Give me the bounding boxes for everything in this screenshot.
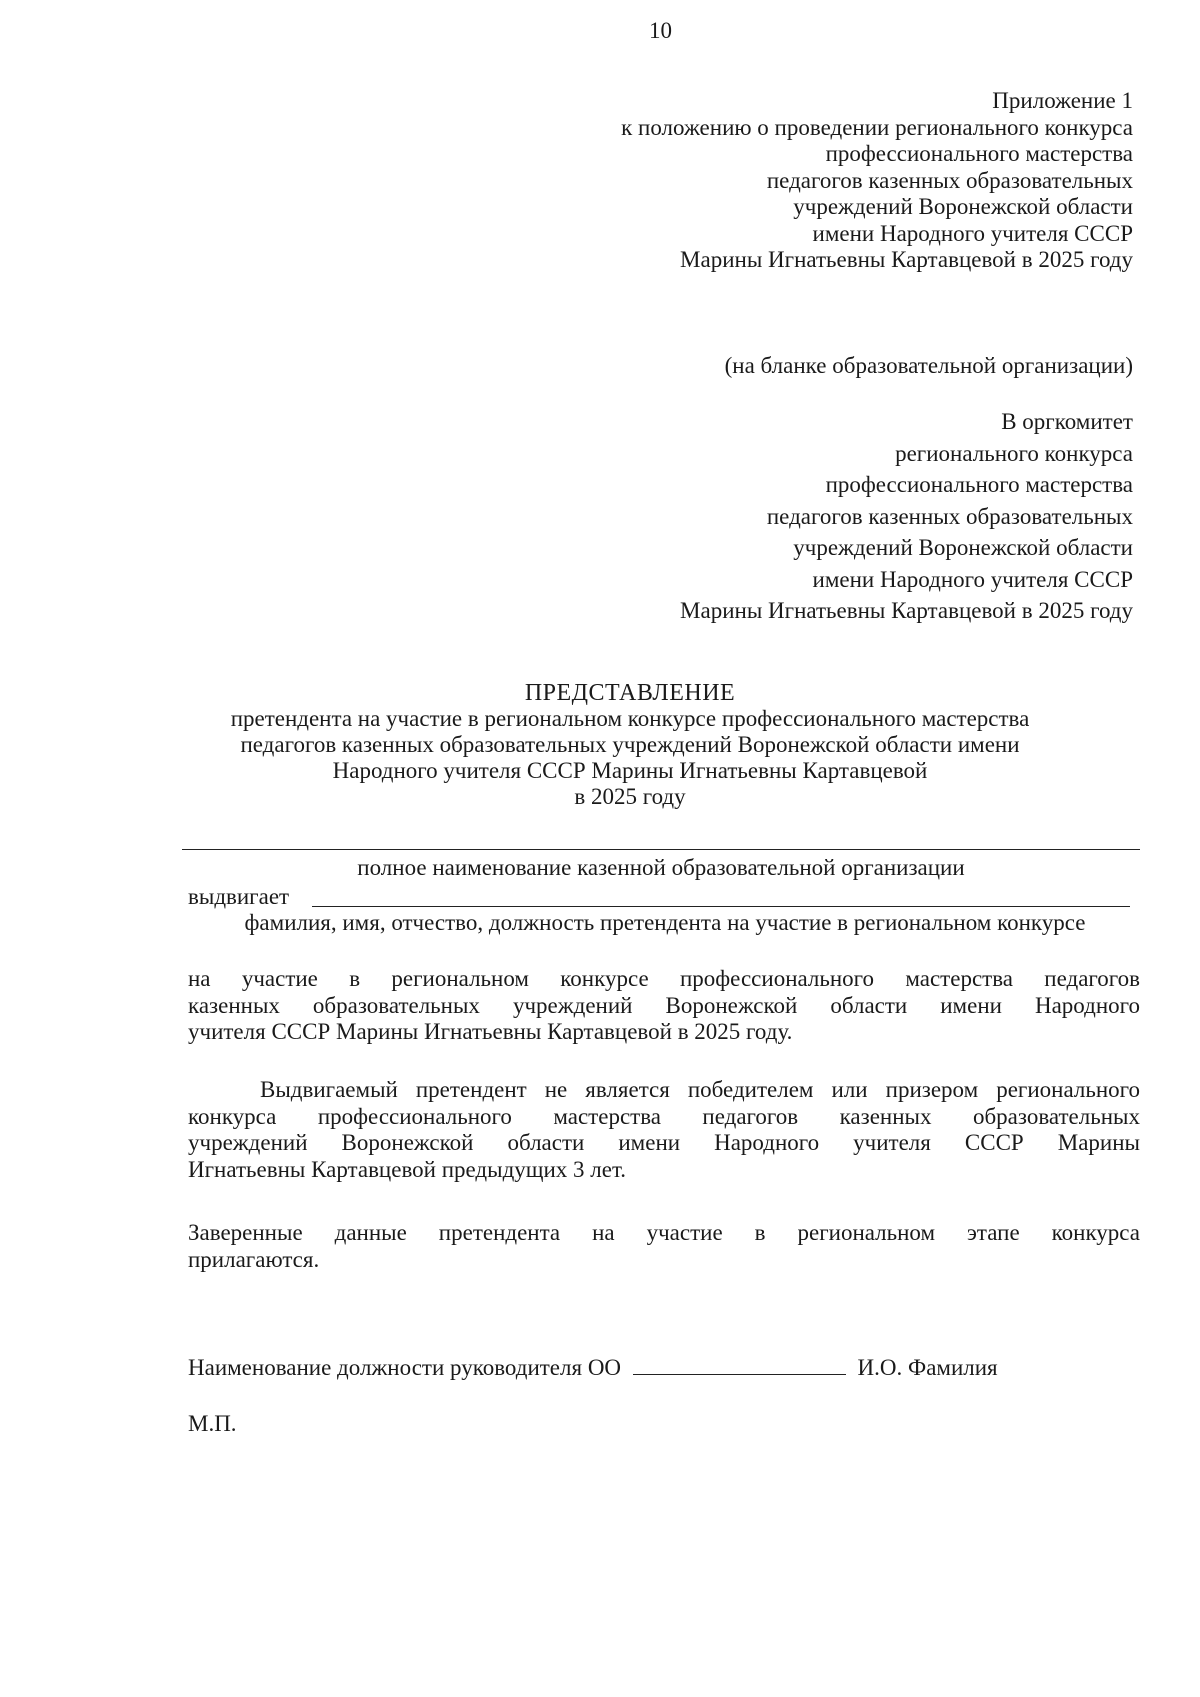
paragraph-line: конкурса профессионального мастерства педагогов казенных образовательных xyxy=(188,1103,1140,1129)
letterhead-note: (на бланке образовательной организации) xyxy=(724,353,1133,378)
document-title-block xyxy=(200,680,1060,810)
paragraph-line: казенных образовательных учреждений Воронежской области имени Народного xyxy=(188,992,1140,1018)
addressee-line: учреждений Воронежской области xyxy=(793,535,1133,560)
appendix-line: к положению о проведении регионального конкурса xyxy=(621,114,1133,140)
appendix-line: имени Народного учителя СССР xyxy=(812,220,1133,246)
addressee-line: В оргкомитет xyxy=(1001,409,1133,434)
title-line: педагогов казенных образовательных учреждений Воронежской области имени xyxy=(240,732,1020,757)
candidate-caption: фамилия, имя, отчество, должность претендента на участие в региональном конкурсе xyxy=(244,910,1086,935)
organization-fill-line xyxy=(182,849,1140,850)
candidate-fill-line xyxy=(312,906,1130,907)
addressee-line: регионального конкурса xyxy=(895,440,1133,466)
paragraph-participation xyxy=(188,966,1140,1046)
addressee-line: имени Народного учителя СССР xyxy=(812,566,1133,592)
signature-row xyxy=(188,1355,998,1381)
paragraph-line: прилагаются. xyxy=(188,1246,320,1272)
title-line: Народного учителя СССР Марины Игнатьевны Картавцевой xyxy=(332,758,928,783)
appendix-line: профессионального мастерства xyxy=(825,141,1133,166)
paragraph-line: Выдвигаемый претендент не является победителем или призером регионального xyxy=(260,1077,1140,1102)
title-line: в 2025 году xyxy=(574,784,686,809)
paragraph-line: Заверенные данные претендента на участие в региональном этапе конкурса xyxy=(188,1220,1140,1245)
paragraph-attachments xyxy=(188,1220,1140,1273)
paragraph-line: на участие в региональном конкурсе профессионального мастерства педагогов xyxy=(188,966,1140,991)
paragraph-line: учителя СССР Марины Игнатьевны Картавцевой в 2025 году. xyxy=(188,1019,793,1044)
appendix-line: Марины Игнатьевны Картавцевой в 2025 году xyxy=(680,247,1133,272)
appendix-header xyxy=(493,88,1133,274)
paragraph-line: Игнатьевны Картавцевой предыдущих 3 лет. xyxy=(188,1156,627,1182)
organization-caption: полное наименование казенной образовательной организации xyxy=(357,855,965,880)
addressee-line: педагогов казенных образовательных xyxy=(766,503,1133,529)
signatory-name: И.О. Фамилия xyxy=(857,1355,998,1380)
appendix-line: педагогов казенных образовательных xyxy=(766,167,1133,193)
signature-line xyxy=(633,1372,846,1375)
appendix-line: учреждений Воронежской области xyxy=(793,194,1133,219)
page-number: 10 xyxy=(649,18,672,43)
paragraph-line: учреждений Воронежской области имени Народного учителя СССР Марины xyxy=(188,1130,1140,1155)
addressee-block xyxy=(493,406,1133,627)
addressee-line: профессионального мастерства xyxy=(825,472,1133,497)
stamp-place-label: М.П. xyxy=(188,1411,237,1436)
title-line: претендента на участие в региональном конкурсе профессионального мастерства xyxy=(230,706,1030,731)
paragraph-eligibility xyxy=(188,1077,1140,1183)
addressee-line: Марины Игнатьевны Картавцевой в 2025 году xyxy=(680,598,1133,623)
signatory-position: Наименование должности руководителя ОО xyxy=(188,1355,622,1380)
nominates-label: выдвигает xyxy=(188,884,290,909)
appendix-line: Приложение 1 xyxy=(992,88,1133,113)
document-title: ПРЕДСТАВЛЕНИЕ xyxy=(524,680,736,706)
